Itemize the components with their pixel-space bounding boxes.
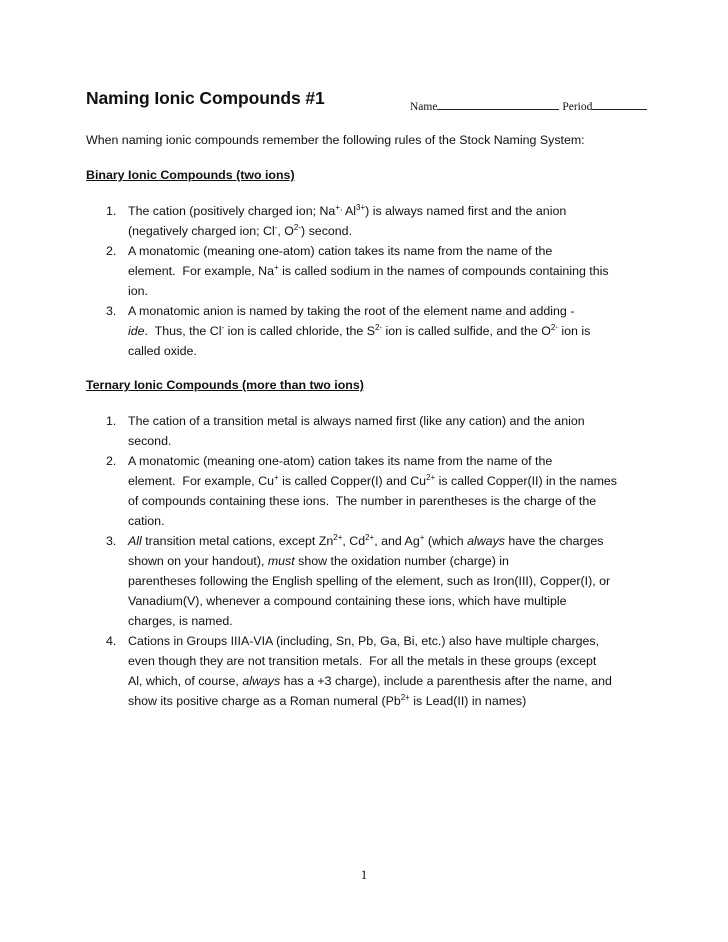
list-item-number: 1. [106,204,117,218]
list-item-number: 1. [106,414,117,428]
list-item-text: All transition metal cations, except $Zn^{2+}$, $Cd^{2+}$, and Ag+ (which always have the charges shown on your handout), must show the oxidation number (charge) in parentheses following the English spelling of the element, such as Iron(III), Copper(I), or Vanadium(V), whenever a compound containing these ions, which have multiple charges, is named. [128,533,611,628]
binary-heading: Binary Ionic Compounds (two ions) [86,168,295,182]
intro-text: When naming ionic compounds remember the following rules of the Stock Naming System: [86,133,585,147]
list-item-number: 4. [106,634,117,648]
list-item-number: 2. [106,244,117,258]
list-item-number: 3. [106,304,117,318]
list-item [86,201,646,241]
name-blank-line [437,98,559,110]
list-item [86,531,646,631]
list-item [86,241,646,301]
list-item-number: 3. [106,534,117,548]
list-item [86,631,646,711]
list-item [86,451,646,531]
binary-rules-list [86,201,646,361]
list-item-number: 2. [106,454,117,468]
list-item-text: The cation (positively charged ion; Na+, $Al^{3+}$) is always named first and the anion (negatively charged ion; Cl-, $O^{2-}$) second. [128,203,567,238]
period-blank-line [592,98,647,110]
list-item-text: A monatomic (meaning one-atom) cation takes its name from the name of the element. For example, Cu+ is called Copper(I) and $Cu^{2+}$ is called Copper(II) in the names of compounds containing these ions. The number in parentheses is the charge of the cation. [128,454,617,528]
ternary-rules-list [86,411,646,711]
list-item-text: A monatomic (meaning one-atom) cation takes its name from the name of the element. For example, Na+ is called sodium in the names of compounds containing this ion. [128,244,609,298]
list-item-text: A monatomic anion is named by taking the root of the element name and adding - ide. Thus, the Cl- ion is called chloride, the $S^{2-}$ ion is called sulfide, and the $O^{2-}$ ion is called oxide. [128,304,591,358]
name-label: Name [410,101,438,113]
period-label: Period [562,101,593,113]
ternary-heading: Ternary Ionic Compounds (more than two ions) [86,378,364,392]
list-item [86,301,646,361]
list-item [86,411,646,451]
page-title: Naming Ionic Compounds #1 [86,88,325,108]
list-item-text: The cation of a transition metal is always named first (like any cation) and the anion second. [128,414,585,448]
list-item-text: Cations in Groups IIIA-VIA (including, Sn, Pb, Ga, Bi, etc.) also have multiple charges, even though they are not transition metals. For all the metals in these groups (except Al, which, of course, always has a +3 charge), include a parenthesis after the name, and show its positive charge as a Roman numeral ($Pb^{2+}$ is Lead(II) in names) [128,634,612,708]
page-number: 1 [360,867,368,882]
name-period-field [410,98,647,113]
